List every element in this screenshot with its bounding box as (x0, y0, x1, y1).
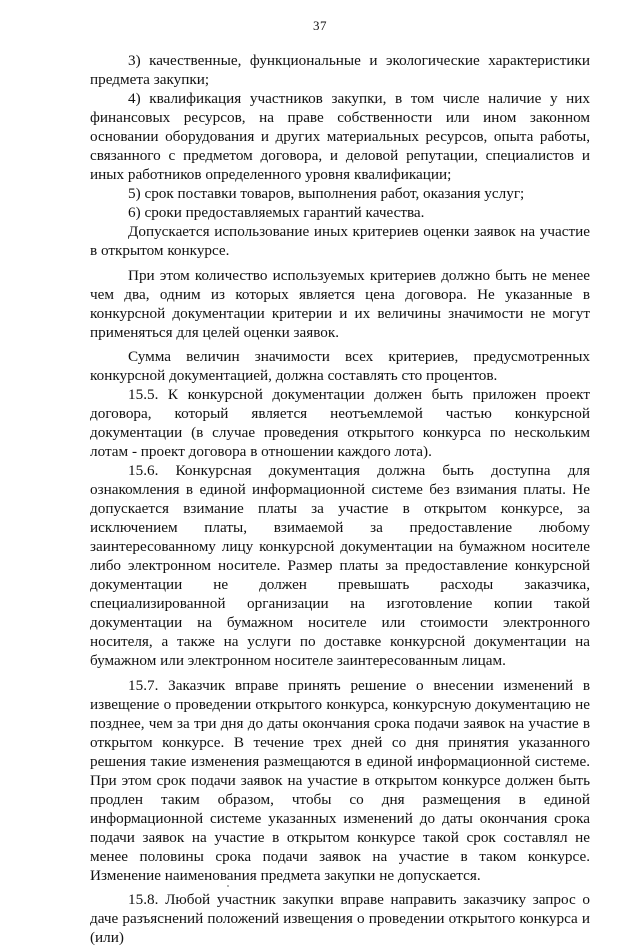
page-number: 37 (313, 18, 327, 33)
paragraph-15-7: 15.7. Заказчик вправе принять решение о внесении изменений в извещение о проведении открытого конкурса, конкурсную документацию не позднее, чем за три дня до даты окончания срока подачи заявок на участие в открытом конкурсе. В течение трех дней со дня принятия указанного решения такие изменения размещаются в единой информационной системе. При этом срок подачи заявок на участие в открытом конкурсе должен быть продлен таким образом, чтобы со дня размещения в единой информационной системе указанных изменений до даты окончания срока подачи заявок на участие в открытом конкурсе такой срок составлял не менее половины срока подачи заявок на участие в таком конкурсе. Изменение наименования предмета закупки не допускается. (90, 676, 590, 884)
paragraph-criteria-3: 3) качественные, функциональные и экологические характеристики предмета закупки; (90, 52, 590, 89)
paragraph-15-5: 15.5. К конкурсной документации должен быть приложен проект договора, который является неотъемлемой частью конкурсной документации (в случае проведения открытого конкурса по нескольким лотам - проект договора в отношении каждого лота). (90, 385, 590, 460)
paragraph-other-criteria: Допускается использование иных критериев оценки заявок на участие в открытом конкурсе. (90, 223, 590, 260)
scan-speck (227, 885, 229, 887)
paragraph-criteria-4: 4) квалификация участников закупки, в том числе наличие у них финансовых ресурсов, на праве собственности или ином законном основании оборудования и других материальных ресурсов, опыта работы, связанного с предметом договора, и деловой репутации, специалистов и иных работников определенного уровня квалификации; (90, 90, 590, 184)
document-body (90, 51, 590, 947)
paragraph-15-6: 15.6. Конкурсная документация должна быть доступна для ознакомления в единой информационной системе без взимания платы. Не допускается взимание платы за участие в открытом конкурсе, за исключением платы, взимаемой за предоставление любому заинтересованному лицу конкурсной документации на бумажном носителе либо электронном носителе. Размер платы за предоставление конкурсной документации не должен превышать расходы заказчика, специализированной организации на изготовление копии такой документации на бумажном носителе или стоимости электронного носителя, а также на услуги по доставке конкурсной документации на бумажном или электронном носителе заинтересованным лицам. (90, 461, 590, 670)
paragraph-criteria-5: 5) срок поставки товаров, выполнения работ, оказания услуг; (128, 185, 525, 203)
paragraph-15-8: 15.8. Любой участник закупки вправе направить заказчику запрос о даче разъяснений положений извещения о проведении открытого конкурса и (или) (90, 891, 590, 947)
paragraph-criteria-6: 6) сроки предоставляемых гарантий качества. (128, 204, 425, 222)
paragraph-weights-sum: Сумма величин значимости всех критериев, предусмотренных конкурсной документацией, должна составлять сто процентов. (90, 347, 590, 384)
paragraph-criteria-count: При этом количество используемых критериев должно быть не менее чем два, одним из которых является цена договора. Не указанные в конкурсной документации критерии и их величины значимости не могут применяться для целей оценки заявок. (90, 266, 590, 341)
